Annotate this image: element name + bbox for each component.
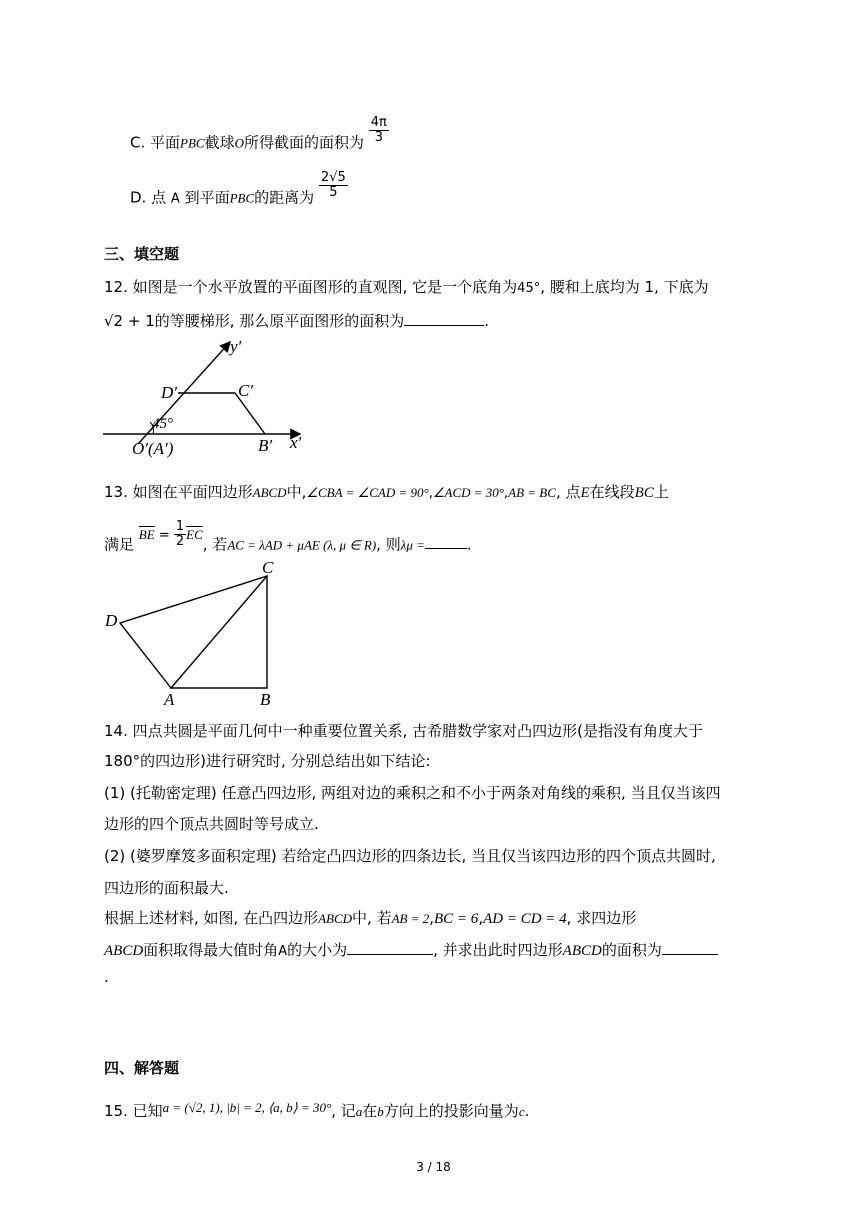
q14-line7: [104, 907, 636, 928]
q13-vec-be: $\overline{BE}$: [138, 527, 155, 543]
q13-answer-blank[interactable]: [425, 547, 467, 549]
q15-mid2: 在: [362, 1102, 378, 1120]
q14-quad-b: ABCD: [104, 943, 144, 959]
option-c-prefix: C. 平面: [130, 133, 181, 152]
option-c-denominator: 3: [374, 130, 383, 146]
q12-line1: [104, 276, 709, 297]
q12-answer-blank[interactable]: [404, 324, 484, 326]
q13-triangle-abc: [171, 576, 267, 688]
option-c-numerator: 4π: [370, 115, 387, 130]
q13-comma2: ,: [504, 486, 509, 501]
q12-label-c: C′: [238, 381, 254, 400]
q13-vector-expr: AC = λAD + μAE (λ, μ ∈ R): [227, 537, 377, 553]
q13-segment: BC: [634, 485, 654, 501]
q13-end: .: [466, 535, 472, 554]
q12-label-o: O′(A′): [132, 439, 174, 458]
option-d-fraction: [319, 171, 348, 201]
option-d-mid: 到平面: [184, 188, 230, 207]
q13-text-h: , 则: [376, 535, 401, 554]
option-d: [130, 170, 348, 213]
option-d-plane: PBC: [229, 190, 255, 206]
q14-ad-cd: AD = CD = 4: [483, 911, 567, 927]
q13-text-b: 中,: [286, 483, 307, 501]
q12-angle: 45°: [517, 281, 541, 296]
q13-text-e: 上: [653, 483, 669, 501]
q13-comma1: ,: [428, 486, 433, 501]
q14-text-f: , 并求出此时四边形: [433, 941, 563, 959]
q15-prefix: 15. 已知: [104, 1102, 163, 1120]
q13-cond2: ∠ACD = 30°: [432, 485, 505, 500]
q13-line1: [104, 481, 669, 502]
q14-line9: .: [104, 968, 109, 986]
q13-quad: ABCD: [252, 485, 287, 500]
option-d-point: A: [170, 191, 180, 207]
q13-point-e: E: [580, 485, 590, 501]
q13-label-b: B: [260, 690, 271, 709]
q13-lambda-mu: λμ =: [400, 537, 425, 553]
q14-line4: 边形的四个顶点共圆时等号成立.: [104, 815, 319, 833]
q13-line2: [104, 519, 472, 560]
q12-text-a: 12. 如图是一个水平放置的平面图形的直观图, 它是一个底角为: [104, 278, 518, 296]
q13-label-d: D: [105, 611, 118, 630]
q15-vec-c: c: [518, 1104, 525, 1119]
q13-label-c: C: [262, 558, 274, 577]
q15-vec-b: b: [377, 1104, 384, 1119]
q14-area-blank[interactable]: [662, 953, 718, 955]
q13-vec-ec: $\overline{EC}$: [186, 527, 203, 543]
q14-text-e: 的大小为: [287, 941, 348, 959]
q15-vec-a: a: [355, 1104, 363, 1119]
q13-cond1: ∠CBA = ∠CAD = 90°: [306, 485, 429, 500]
q13-half-num: 1: [175, 519, 185, 534]
q13-label-a: A: [164, 690, 175, 709]
q14-line1: 14. 四点共圆是平面几何中一种重要位置关系, 古希腊数学家对凸四边形(是指没有角度大于: [104, 722, 704, 740]
q13-figure: [100, 558, 290, 710]
q12-label-y: y′: [230, 337, 242, 356]
q13-text-a: 13. 如图在平面四边形: [104, 483, 253, 501]
option-c-fraction: [369, 116, 389, 146]
q12-figure: [100, 336, 320, 464]
section-title-fill-blank: 三、填空题: [104, 245, 180, 263]
option-d-suffix: 的距离为: [254, 188, 315, 207]
q15-expression: a = (√2, 1), |b| = 2, ⟨a, b⟩ = 30°: [162, 1100, 332, 1115]
option-d-prefix: D. 点: [130, 188, 167, 207]
q14-sep1: ,: [429, 909, 435, 927]
q14-angle-blank[interactable]: [347, 953, 433, 955]
q12-base: √2 + 1: [104, 312, 155, 330]
option-c-mid: 截球: [204, 133, 235, 152]
q14-line2: 180°的四边形)进行研究时, 分别总结出如下结论:: [104, 752, 431, 770]
q12-label-d: D′: [161, 383, 177, 402]
q14-angle-a: A: [278, 944, 288, 959]
q13-condition: [138, 519, 203, 550]
q13-text-c: , 点: [555, 483, 581, 501]
page-number: 3 / 18: [416, 1160, 451, 1174]
q14-quad-c: ABCD: [562, 943, 602, 959]
q15-line1: [104, 1100, 529, 1121]
q13-half-den: 2: [175, 534, 185, 550]
option-c-suffix: 所得截面的面积为: [243, 133, 364, 152]
q14-text-g: 的面积为: [601, 941, 662, 959]
q12-label-b: B′: [258, 436, 273, 455]
section-title-answer: 四、解答题: [104, 1059, 180, 1077]
option-c-sphere: O: [234, 135, 244, 151]
q14-line3: (1) (托勒密定理) 任意凸四边形, 两组对边的乘积之和不小于两条对角线的乘积, 当且仅当该四: [104, 784, 721, 802]
q13-half: [174, 520, 186, 550]
q14-ab: AB = 2: [391, 911, 430, 926]
q14-line5: (2) (婆罗摩笈多面积定理) 若给定凸四边形的四条边长, 当且仅当该四边形的四个顶点共圆时,: [104, 847, 716, 865]
option-d-denominator: 5: [329, 185, 338, 201]
q14-bc: BC = 6: [434, 911, 479, 927]
q12-label-x: x′: [290, 433, 302, 452]
q12-line2: [104, 310, 489, 331]
q12-text-c: 的等腰梯形, 那么原平面图形的面积为: [154, 312, 405, 330]
q12-end: .: [484, 312, 490, 330]
q13-text-g: , 若: [202, 535, 228, 554]
q14-text-a: 根据上述材料, 如图, 在凸四边形: [104, 909, 319, 927]
q13-text-f: 满足: [104, 535, 135, 554]
q14-sep2: ,: [478, 909, 484, 927]
q15-mid: , 记: [331, 1102, 356, 1120]
q13-eq: =: [154, 528, 174, 544]
q13-text-d: 在线段: [589, 483, 635, 501]
q14-line8: [104, 939, 718, 960]
q14-quad: ABCD: [318, 911, 353, 926]
q12-label-angle: 45°: [152, 416, 173, 432]
q12-text-b: , 腰和上底均为 1, 下底为: [540, 278, 709, 296]
q14-text-d: 面积取得最大值时角: [143, 941, 279, 959]
option-c-plane: PBC: [180, 135, 205, 151]
q13-triangle-acd: [120, 576, 267, 688]
q13-cond3: AB = BC: [508, 485, 556, 500]
q15-end: .: [524, 1102, 530, 1120]
q15-mid3: 方向上的投影向量为: [383, 1102, 519, 1120]
option-d-numerator: 2√5: [320, 170, 346, 185]
q14-line6: 四边形的面积最大.: [104, 879, 229, 897]
q14-text-c: , 求四边形: [566, 909, 637, 927]
q14-text-b: 中, 若: [352, 909, 392, 927]
